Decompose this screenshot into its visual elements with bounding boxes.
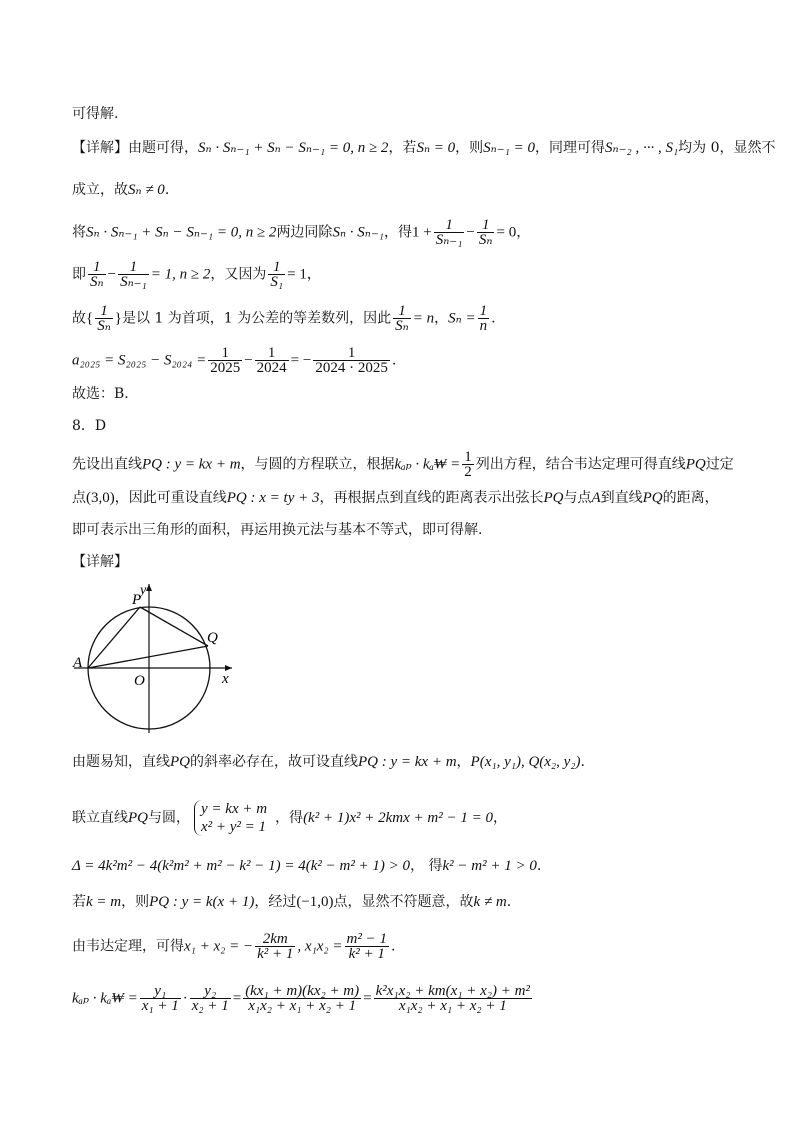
text: 故 [72,310,86,327]
text: 的距离， [662,490,719,506]
text: . [164,182,170,198]
numerator: y₂ [190,984,231,999]
fraction [268,260,285,289]
text-line [72,892,511,912]
denominator: Sₙ [478,232,493,248]
text: ，若 [388,140,417,156]
operator: − [107,266,117,283]
formula: = n [412,310,435,327]
text: ， [516,224,531,241]
origin-label: O [134,673,145,689]
text: 即 [72,266,86,283]
denominator: k² + 1 [348,946,385,962]
text: 列出方程，结合韦达定理可得直线 [475,456,686,473]
text: 可得解. [72,106,119,122]
numerator: 1 [479,303,488,319]
formula: PQ [170,754,190,770]
brace: } [114,310,122,327]
brace: { [86,310,94,327]
fraction [243,984,361,1013]
text: 是以 1 为首项，1 为公差的等差数列，因此 [122,310,392,327]
equation: y = kx + m [201,801,268,817]
denominator: Sₙ₋₁ [120,274,147,290]
detail-heading: 【详解】 [72,554,128,570]
text: ，则 [121,894,150,910]
fraction [140,984,181,1013]
operator: = [363,990,372,1007]
numerator: 2km [255,932,295,947]
formula: kₐₚ · kₐ₩ = [72,990,138,1007]
text: 与圆， [148,810,190,826]
formula: 1 + [411,224,432,241]
text: . [506,894,512,910]
text: . [391,352,397,369]
formula: , x₁x₂ = [297,938,343,955]
y-axis-arrow [146,584,152,591]
fraction [434,218,465,247]
detail-heading: 【详解】 [72,140,128,156]
denominator: k² + 1 [257,946,294,962]
formula: PQ : y = kx + m [142,456,241,473]
text: 均为 0，显然不 [678,140,776,156]
x-axis-label: x [222,671,229,687]
text: 由韦达定理，可得 [72,938,184,955]
text: ， [306,266,321,283]
denominator: 2024 · 2025 [315,360,388,376]
text: 的斜率必存在，故可设直线 [190,754,358,770]
text: ，再根据点到直线的距离表示出弦长 [319,490,544,506]
denominator: x₁x₂ + x₁ + x₂ + 1 [248,998,357,1014]
text-line [72,384,129,404]
denominator: Sₙ [97,318,111,334]
formula: a₂₀₂₅ = S₂₀₂₅ − S₂₀₂₄ = [72,352,207,369]
formula: Sₙ · Sₙ₋₁ + Sₙ − Sₙ₋₁ = 0, n ≥ 2 [86,224,277,241]
operator: = − [290,352,312,369]
numerator: 1 [434,218,465,233]
point-q-label: Q [207,630,218,646]
numerator: y₁ [140,984,181,999]
equation: x² + y² = 1 [201,819,267,835]
equation-system [194,800,271,836]
text-line [72,856,541,876]
operator: = [232,990,242,1007]
operator: − [244,352,253,369]
numerator: m² − 1 [346,931,387,947]
formula: k² − m² + 1 > 0 [442,858,537,874]
fraction [118,260,149,289]
formula: (k² + 1)x² + 2kmx + m² − 1 = 0 [303,810,493,826]
formula: kₐₚ · kₐ₩ = [394,456,461,473]
text-line [72,346,396,375]
formula: Sₙ · Sₙ₋₁ [332,224,384,241]
denominator: n [479,318,488,334]
denominator: 2024 [256,360,287,376]
denominator: x₂ + 1 [191,998,229,1014]
text: . [491,310,496,327]
text: ， [456,754,471,770]
numerator: 1 [477,218,495,233]
text-line [72,752,585,772]
text-line [72,450,734,479]
fraction [374,984,532,1013]
numerator: 1 [255,346,289,361]
text-line [72,304,496,333]
text: ，经过 [254,894,297,910]
numerator: 1 [313,346,390,361]
formula: (3,0) [86,490,115,506]
text: 过定 [705,456,734,473]
denominator: Sₙ [90,274,104,290]
formula: PQ : y = kx + m [358,754,457,770]
numerator: 1 [464,449,472,465]
formula: PQ [685,456,706,473]
numerator: 1 [95,304,113,319]
numerator: (kx₁ + m)(kx₂ + m) [245,983,360,999]
text-line [72,932,395,961]
formula: P(x₁, y₁), Q(x₂, y₂) [470,754,581,770]
fraction [95,304,113,333]
text-line [72,552,128,572]
fraction [255,346,289,375]
formula: = 1, n ≥ 2 [150,266,211,283]
numerator: 1 [88,260,106,275]
fraction [208,346,242,375]
formula: PQ [543,490,564,506]
numerator: 1 [118,260,149,275]
formula: PQ : y = k(x + 1) [149,894,255,910]
fraction [255,932,295,961]
formula: PQ [128,810,148,826]
numerator: 1 [208,346,242,361]
text: . [390,938,396,955]
y-axis-label: y [140,583,147,598]
formula: = 1 [287,266,307,283]
text-line [72,520,482,540]
formula: Sₙ₋₁ = 0 [483,140,535,156]
text-line [72,180,169,200]
formula: Sₙ₋₂ , ··· , S₁ [604,140,679,156]
numerator: k²x₁x₂ + km(x₁ + x₂) + m² [375,983,530,999]
fraction [345,932,389,961]
text: ，与圆的方程联立，根据 [240,456,395,473]
fraction [190,984,231,1013]
text: 若 [72,894,86,910]
formula: PQ [642,490,663,506]
text: . [536,858,542,874]
fraction [462,450,474,479]
numerator: 1 [393,304,411,319]
text: 先设出直线 [72,456,142,473]
text: ， [492,810,507,826]
text: ，得 [383,224,412,241]
text: 点，显然不符题意，故 [333,894,474,910]
text: 两边同除 [276,224,333,241]
formula: Sₙ = 0 [416,140,456,156]
text-line [72,104,118,124]
denominator: x₁ + 1 [141,998,179,1014]
text: 即可表示出三角形的面积，再运用换元法与基本不等式，即可得解. [72,522,483,538]
text: 联立直线 [72,810,128,826]
text-line [72,138,776,158]
text: ，同理可得 [534,140,605,156]
denominator: S₁ [270,274,284,290]
text-line [72,488,719,508]
formula: Sₙ = [448,310,476,327]
segment-aq [88,646,208,668]
text-line [72,218,530,247]
numerator: 1 [268,260,285,275]
formula: (−1,0) [296,894,334,910]
formula: k ≠ m [473,894,507,910]
formula: Sₙ · Sₙ₋₁ + Sₙ − Sₙ₋₁ = 0, n ≥ 2 [198,140,389,156]
text: 到直线 [600,490,643,506]
text: 由题可得， [128,140,198,156]
text-line [72,984,534,1013]
denominator: Sₙ [395,318,409,334]
formula: x₁ + x₂ = − [184,938,254,955]
formula: k = m [86,894,122,910]
point-a-label: A [73,655,83,671]
text: 点 [72,490,86,506]
text: 与点 [563,490,592,506]
operator: − [466,224,475,241]
denominator: x₁x₂ + x₁ + x₂ + 1 [398,998,507,1014]
formula: Sₙ ≠ 0 [128,182,165,198]
text: ，又因为 [210,266,267,283]
operator: · [182,990,188,1007]
text-line [72,260,321,289]
text: . [580,754,585,770]
text-line [72,800,507,836]
fraction [478,304,490,333]
formula: PQ : x = ty + 3 [226,490,320,506]
text: 将 [72,224,86,241]
text: 由题易知，直线 [72,754,170,770]
denominator: Sₙ₋₁ [435,232,463,248]
circle-figure [70,578,250,738]
text: ，则 [455,140,484,156]
formula: A [591,490,601,506]
question-number: 8．D [72,418,107,434]
fraction [88,260,106,289]
text-line [72,416,106,436]
text: ，因此可重设直线 [114,490,227,506]
fraction [477,218,495,247]
denominator: 2 [464,464,472,480]
text: 成立，故 [72,182,128,198]
text: ， [434,310,449,327]
text: ， 得 [410,858,443,874]
formula: Δ = 4k²m² − 4(k²m² + m² − k² − 1) = 4(k² − m² + 1) > 0 [72,858,411,874]
answer-text: 故选：B. [72,386,129,402]
denominator: 2025 [210,360,241,376]
point-p-label: P [132,592,142,608]
fraction [313,346,390,375]
formula: = 0 [496,224,517,241]
text: ，得 [275,810,304,826]
fraction [393,304,411,333]
